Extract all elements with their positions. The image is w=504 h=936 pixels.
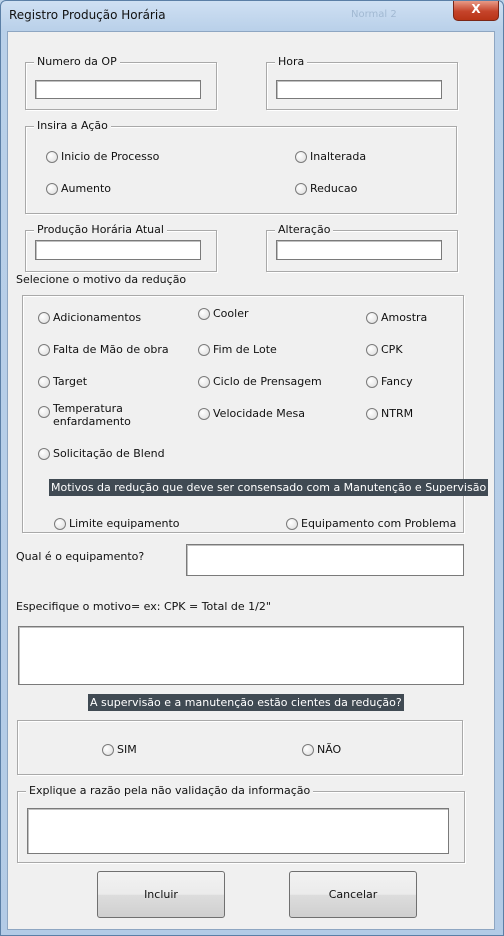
ciencia-banner: A supervisão e a manutenção estão cientes da redução? [90,696,402,709]
radio-label: Reducao [310,182,358,195]
consensado-banner: Motivos da redução que deve ser consensado com a Manutenção e Supervisão [51,481,487,494]
explique-legend: Explique a razão pela não validação da informação [26,784,313,797]
radio-indicator[interactable] [366,408,378,420]
radio-indicator[interactable] [38,312,50,324]
motivo-label: Selecione o motivo da redução [16,273,187,286]
motivo-group [22,295,487,533]
title-bar[interactable] [1,1,503,31]
especifique-textarea[interactable] [18,626,464,685]
radio-indicator[interactable] [286,518,298,530]
radio-indicator[interactable] [366,344,378,356]
radio-label: NÃO [317,743,342,756]
radio-indicator[interactable] [54,518,66,530]
producao-legend: Produção Horária Atual [34,223,167,236]
radio-label: Adicionamentos [53,311,142,324]
radio-indicator[interactable] [366,312,378,324]
background-tab: Normal 2 [351,9,397,20]
radio-indicator[interactable] [38,344,50,356]
radio-label: Inicio de Processo [61,150,160,163]
hora-legend: Hora [275,55,307,68]
radio-label: Amostra [381,311,428,324]
radio-label: Aumento [61,182,111,195]
radio-label: Limite equipamento [69,517,180,530]
explique-group [17,784,465,863]
radio-label: Velocidade Mesa [213,407,306,420]
radio-indicator[interactable] [295,183,307,195]
radio-indicator[interactable] [38,376,50,388]
radio-label: NTRM [381,407,414,420]
op-input[interactable] [35,80,201,99]
alteracao-input[interactable] [276,240,442,260]
radio-indicator[interactable] [198,376,210,388]
ciencia-group [17,720,463,775]
radio-indicator[interactable] [46,151,58,163]
producao-group [25,223,217,272]
radio-label: Cooler [213,307,249,320]
acao-legend: Insira a Ação [34,119,111,132]
radio-indicator[interactable] [198,408,210,420]
equipamento-input[interactable] [186,544,464,576]
radio-indicator[interactable] [302,744,314,756]
radio-indicator[interactable] [102,744,114,756]
hora-input[interactable] [276,80,442,99]
radio-label: Falta de Mão de obra [53,343,169,356]
window-title: Registro Produção Horária [9,8,166,22]
alteracao-legend: Alteração [275,223,333,236]
radio-indicator[interactable] [38,406,50,418]
op-group [25,55,217,110]
radio-label: Solicitação de Blend [53,447,165,460]
radio-indicator[interactable] [366,376,378,388]
producao-input[interactable] [35,240,201,260]
radio-indicator[interactable] [198,308,210,320]
radio-indicator[interactable] [198,344,210,356]
radio-label: Equipamento com Problema [301,517,457,530]
form-client-area [7,31,495,930]
alteracao-group [266,223,458,272]
explique-textarea[interactable] [27,808,449,854]
radio-label: SIM [117,743,137,756]
acao-group [25,119,457,214]
especifique-label: Especifique o motivo= ex: CPK = Total de 1/2" [16,600,271,613]
incluir-button[interactable]: Incluir [97,871,225,918]
radio-label: Temperatura enfardamento [53,402,131,428]
hora-group [266,55,458,110]
radio-label: Inalterada [310,150,367,163]
equipamento-label: Qual é o equipamento? [16,550,145,563]
radio-label: Ciclo de Prensagem [213,375,322,388]
radio-label: Target [53,375,88,388]
cancelar-button[interactable]: Cancelar [289,871,417,918]
radio-indicator[interactable] [46,183,58,195]
radio-indicator[interactable] [38,448,50,460]
radio-indicator[interactable] [295,151,307,163]
radio-label: Fim de Lote [213,343,277,356]
radio-label: Fancy [381,375,413,388]
op-legend: Numero da OP [34,55,120,68]
radio-label: CPK [381,343,403,356]
close-button[interactable]: X [453,1,499,21]
